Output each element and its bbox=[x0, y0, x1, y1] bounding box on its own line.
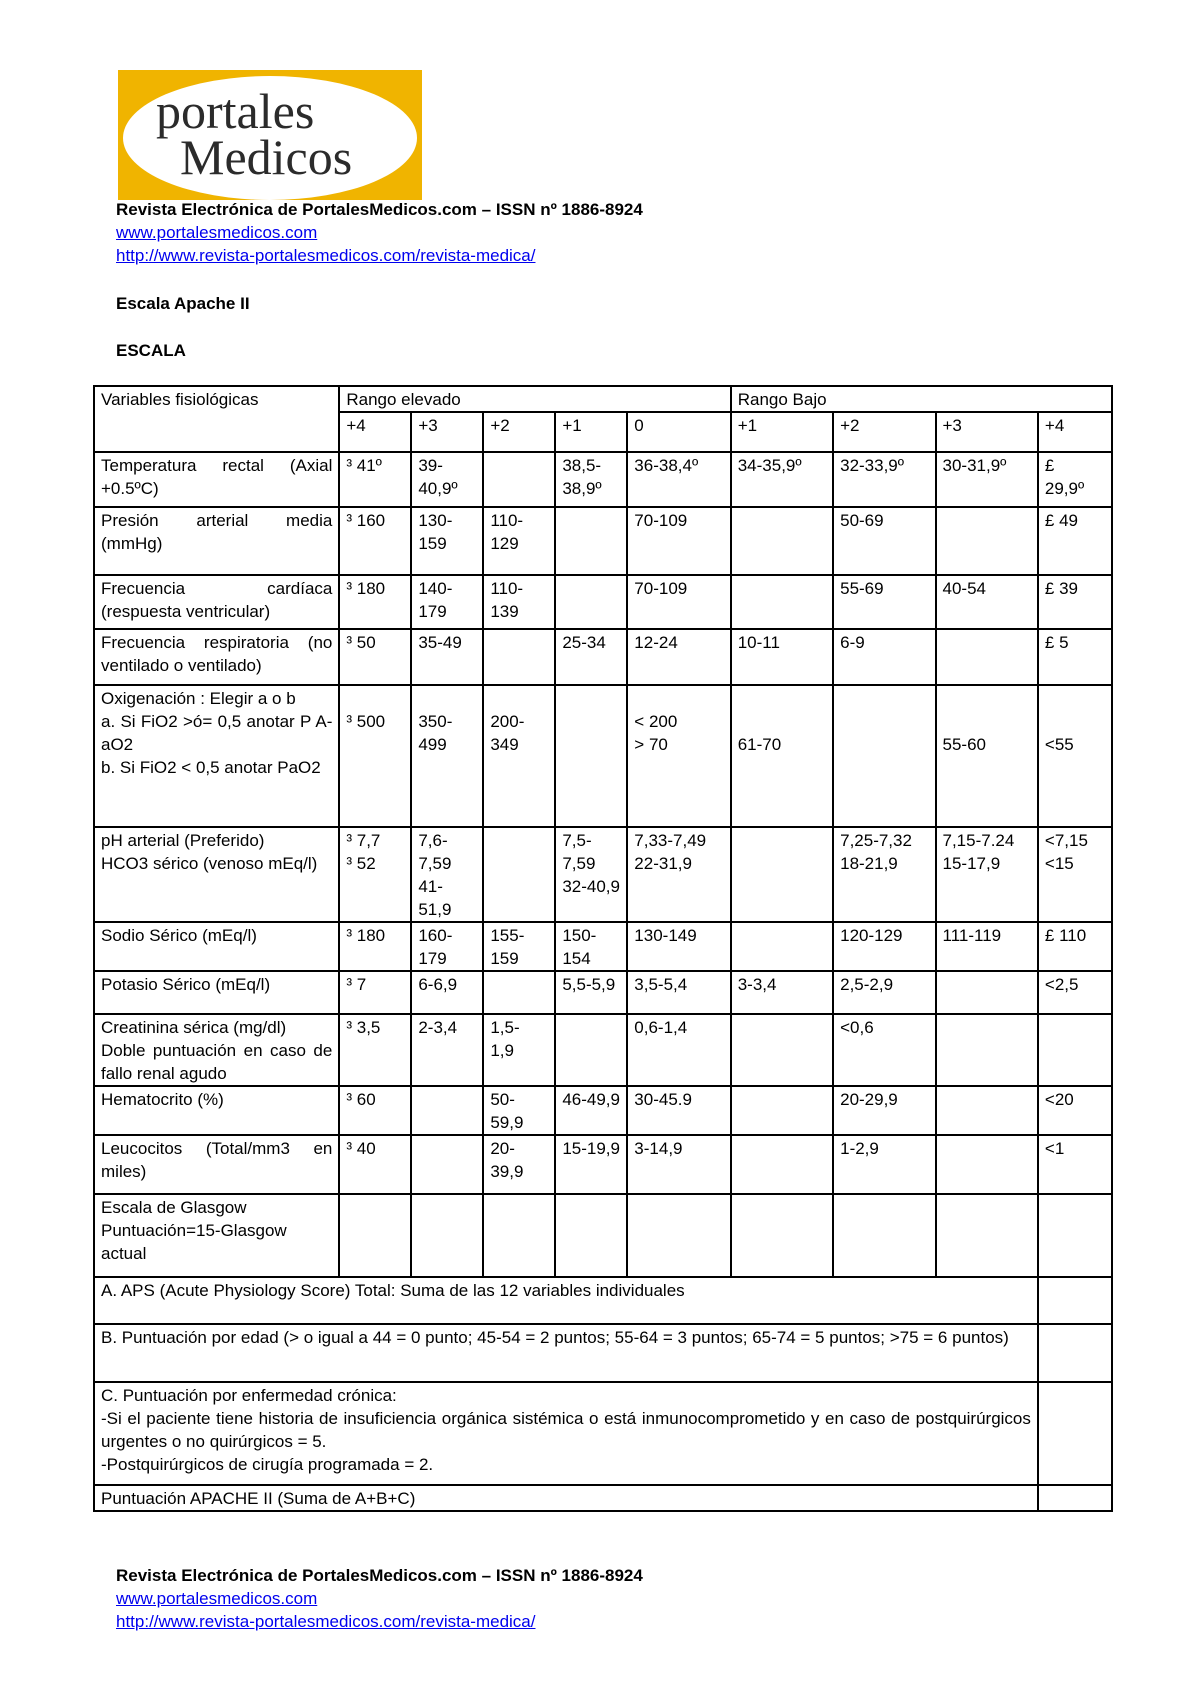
score-cell: ³ 7,7 ³ 52 bbox=[339, 827, 411, 922]
score-cell: 1,5- 1,9 bbox=[483, 1014, 555, 1086]
score-cell bbox=[483, 1194, 555, 1277]
page-header bbox=[116, 198, 643, 267]
score-cell: £ 39 bbox=[1038, 575, 1112, 629]
score-cell: <0,6 bbox=[833, 1014, 935, 1086]
footer-site-link[interactable]: www.portalesmedicos.com bbox=[116, 1589, 318, 1608]
points-header: +3 bbox=[411, 412, 483, 452]
score-cell bbox=[483, 452, 555, 507]
score-cell: 46-49,9 bbox=[555, 1086, 627, 1135]
score-cell bbox=[555, 507, 627, 575]
score-cell bbox=[833, 1194, 935, 1277]
score-cell: 6-9 bbox=[833, 629, 935, 685]
score-cell: 50- 59,9 bbox=[483, 1086, 555, 1135]
score-cell: ³ 180 bbox=[339, 575, 411, 629]
points-header: +1 bbox=[731, 412, 833, 452]
variable-row bbox=[94, 1014, 1112, 1086]
score-cell bbox=[731, 1135, 833, 1194]
score-cell bbox=[936, 1086, 1038, 1135]
summary-total-row bbox=[94, 1485, 1112, 1511]
score-cell: 38,5- 38,9º bbox=[555, 452, 627, 507]
score-cell: 30-31,9º bbox=[936, 452, 1038, 507]
score-cell: 70-109 bbox=[627, 507, 730, 575]
score-cell: 7,5- 7,59 32-40,9 bbox=[555, 827, 627, 922]
score-cell bbox=[1038, 1194, 1112, 1277]
journal-link[interactable]: http://www.revista-portalesmedicos.com/revista-medica/ bbox=[116, 246, 536, 265]
score-cell: 110- 129 bbox=[483, 507, 555, 575]
variable-label: Hematocrito (%) bbox=[94, 1086, 339, 1135]
apache-ii-table bbox=[93, 385, 1113, 1512]
score-cell bbox=[731, 1086, 833, 1135]
score-cell: 350- 499 bbox=[411, 685, 483, 827]
score-cell: 3,5-5,4 bbox=[627, 971, 730, 1014]
score-cell: 7,25-7,32 18-21,9 bbox=[833, 827, 935, 922]
score-cell: <20 bbox=[1038, 1086, 1112, 1135]
logo-graphic bbox=[118, 70, 422, 200]
score-cell: ³ 160 bbox=[339, 507, 411, 575]
score-cell: ³ 500 bbox=[339, 685, 411, 827]
variable-row bbox=[94, 629, 1112, 685]
footer-journal-title: Revista Electrónica de PortalesMedicos.com – ISSN nº 1886-8924 bbox=[116, 1566, 643, 1585]
score-cell: 2-3,4 bbox=[411, 1014, 483, 1086]
summary-aps-score-cell bbox=[1038, 1277, 1112, 1324]
points-header: +4 bbox=[1038, 412, 1112, 452]
score-cell: 7,15-7.24 15-17,9 bbox=[936, 827, 1038, 922]
score-cell bbox=[483, 827, 555, 922]
section-title: ESCALA bbox=[116, 341, 186, 360]
summary-total-score-cell bbox=[1038, 1485, 1112, 1511]
variable-label: Frecuencia respiratoria (no ventilado o ventilado) bbox=[94, 629, 339, 685]
score-cell: £ 49 bbox=[1038, 507, 1112, 575]
score-cell: 7,33-7,49 22-31,9 bbox=[627, 827, 730, 922]
footer-journal-link[interactable]: http://www.revista-portalesmedicos.com/revista-medica/ bbox=[116, 1612, 536, 1631]
score-cell bbox=[936, 1135, 1038, 1194]
score-cell: 39- 40,9º bbox=[411, 452, 483, 507]
score-cell bbox=[1038, 1014, 1112, 1086]
variable-row bbox=[94, 507, 1112, 575]
document-title: Escala Apache II bbox=[116, 294, 250, 313]
points-header: +2 bbox=[833, 412, 935, 452]
score-cell: ³ 60 bbox=[339, 1086, 411, 1135]
score-cell: 7,6- 7,59 41- 51,9 bbox=[411, 827, 483, 922]
score-cell: 2,5-2,9 bbox=[833, 971, 935, 1014]
score-cell: ³ 40 bbox=[339, 1135, 411, 1194]
variable-row bbox=[94, 1135, 1112, 1194]
variable-row bbox=[94, 971, 1112, 1014]
score-cell: 50-69 bbox=[833, 507, 935, 575]
points-header: +3 bbox=[936, 412, 1038, 452]
site-link[interactable]: www.portalesmedicos.com bbox=[116, 223, 318, 242]
variable-label: Sodio Sérico (mEq/l) bbox=[94, 922, 339, 971]
score-cell bbox=[936, 1014, 1038, 1086]
score-cell bbox=[555, 1014, 627, 1086]
range-header-row bbox=[94, 386, 1112, 412]
score-cell: 25-34 bbox=[555, 629, 627, 685]
score-cell: 20-29,9 bbox=[833, 1086, 935, 1135]
score-cell: <2,5 bbox=[1038, 971, 1112, 1014]
variable-row bbox=[94, 922, 1112, 971]
variable-label: Temperatura rectal (Axial +0.5ºC) bbox=[94, 452, 339, 507]
score-cell: <1 bbox=[1038, 1135, 1112, 1194]
points-header: +4 bbox=[339, 412, 411, 452]
variable-row bbox=[94, 452, 1112, 507]
score-cell: 120-129 bbox=[833, 922, 935, 971]
score-cell bbox=[339, 1194, 411, 1277]
score-cell bbox=[555, 575, 627, 629]
score-cell bbox=[936, 1194, 1038, 1277]
score-cell: 3-14,9 bbox=[627, 1135, 730, 1194]
score-cell: <55 bbox=[1038, 685, 1112, 827]
score-cell: £ 110 bbox=[1038, 922, 1112, 971]
score-cell: ³ 3,5 bbox=[339, 1014, 411, 1086]
score-cell: 55-60 bbox=[936, 685, 1038, 827]
score-cell: 34-35,9º bbox=[731, 452, 833, 507]
score-cell: 111-119 bbox=[936, 922, 1038, 971]
score-cell: 15-19,9 bbox=[555, 1135, 627, 1194]
summary-chronic: C. Puntuación por enfermedad crónica: -Si el paciente tiene historia de insuficiencia orgánica sistémica o está inmunocomprometido y en caso de postquirúrgicos urgentes o no quirúrgicos = 5. -Postquirúrgicos de cirugía programada = 2. bbox=[94, 1382, 1038, 1485]
page-footer bbox=[116, 1564, 643, 1633]
score-cell: <7,15 <15 bbox=[1038, 827, 1112, 922]
score-cell bbox=[731, 1014, 833, 1086]
variable-label: Leucocitos (Total/mm3 en miles) bbox=[94, 1135, 339, 1194]
score-cell: 70-109 bbox=[627, 575, 730, 629]
score-cell bbox=[555, 685, 627, 827]
score-cell bbox=[936, 971, 1038, 1014]
score-cell: 3-3,4 bbox=[731, 971, 833, 1014]
summary-chronic-score-cell bbox=[1038, 1382, 1112, 1485]
range-high-header: Rango elevado bbox=[339, 386, 730, 412]
score-cell bbox=[731, 507, 833, 575]
variable-label: Oxigenación : Elegir a o b a. Si FiO2 >ó= 0,5 anotar P A-aO2 b. Si FiO2 < 0,5 anotar PaO2 bbox=[94, 685, 339, 827]
score-cell bbox=[936, 629, 1038, 685]
score-cell: 40-54 bbox=[936, 575, 1038, 629]
points-header: +1 bbox=[555, 412, 627, 452]
score-cell: £ 29,9º bbox=[1038, 452, 1112, 507]
score-cell bbox=[483, 971, 555, 1014]
score-cell: 55-69 bbox=[833, 575, 935, 629]
score-cell: 1-2,9 bbox=[833, 1135, 935, 1194]
points-header: 0 bbox=[627, 412, 730, 452]
summary-aps-row bbox=[94, 1277, 1112, 1324]
score-cell: 32-33,9º bbox=[833, 452, 935, 507]
journal-title: Revista Electrónica de PortalesMedicos.com – ISSN nº 1886-8924 bbox=[116, 200, 643, 219]
score-cell: 35-49 bbox=[411, 629, 483, 685]
summary-age: B. Puntuación por edad (> o igual a 44 = 0 punto; 45-54 = 2 puntos; 55-64 = 3 puntos; 65-74 = 5 puntos; >75 = 6 puntos) bbox=[94, 1324, 1038, 1382]
variable-label: pH arterial (Preferido) HCO3 sérico (venoso mEq/l) bbox=[94, 827, 339, 922]
score-cell bbox=[411, 1194, 483, 1277]
score-cell: 150- 154 bbox=[555, 922, 627, 971]
score-cell bbox=[833, 685, 935, 827]
score-cell: < 200 > 70 bbox=[627, 685, 730, 827]
summary-chronic-row bbox=[94, 1382, 1112, 1485]
score-cell: 12-24 bbox=[627, 629, 730, 685]
variable-label: Frecuencia cardíaca (respuesta ventricular) bbox=[94, 575, 339, 629]
variable-row bbox=[94, 1194, 1112, 1277]
score-cell: 160- 179 bbox=[411, 922, 483, 971]
score-cell: 110- 139 bbox=[483, 575, 555, 629]
score-cell: 5,5-5,9 bbox=[555, 971, 627, 1014]
variable-label: Creatinina sérica (mg/dl) Doble puntuación en caso de fallo renal agudo bbox=[94, 1014, 339, 1086]
score-cell: 6-6,9 bbox=[411, 971, 483, 1014]
score-cell bbox=[731, 1194, 833, 1277]
table-body bbox=[94, 386, 1112, 1511]
variable-label: Potasio Sérico (mEq/l) bbox=[94, 971, 339, 1014]
variable-row bbox=[94, 827, 1112, 922]
portalesmedicos-logo bbox=[118, 70, 422, 200]
score-cell: ³ 180 bbox=[339, 922, 411, 971]
variables-header: Variables fisiológicas bbox=[94, 386, 339, 452]
score-cell bbox=[731, 575, 833, 629]
score-cell: ³ 50 bbox=[339, 629, 411, 685]
score-cell: 20- 39,9 bbox=[483, 1135, 555, 1194]
score-cell: 0,6-1,4 bbox=[627, 1014, 730, 1086]
score-cell: 130-149 bbox=[627, 922, 730, 971]
score-cell: 140- 179 bbox=[411, 575, 483, 629]
score-cell: 200- 349 bbox=[483, 685, 555, 827]
score-cell: 130- 159 bbox=[411, 507, 483, 575]
score-cell bbox=[483, 629, 555, 685]
variable-row bbox=[94, 575, 1112, 629]
score-cell bbox=[731, 922, 833, 971]
score-cell: 61-70 bbox=[731, 685, 833, 827]
score-cell bbox=[936, 507, 1038, 575]
score-cell: 155- 159 bbox=[483, 922, 555, 971]
logo-text-medicos: Medicos bbox=[180, 129, 353, 185]
summary-total: Puntuación APACHE II (Suma de A+B+C) bbox=[94, 1485, 1038, 1511]
logo-text-portales: portales bbox=[156, 83, 315, 139]
range-low-header: Rango Bajo bbox=[731, 386, 1112, 412]
score-cell: ³ 41º bbox=[339, 452, 411, 507]
score-cell: ³ 7 bbox=[339, 971, 411, 1014]
score-cell bbox=[411, 1135, 483, 1194]
variable-label: Presión arterial media (mmHg) bbox=[94, 507, 339, 575]
score-cell: £ 5 bbox=[1038, 629, 1112, 685]
points-header: +2 bbox=[483, 412, 555, 452]
score-cell bbox=[411, 1086, 483, 1135]
score-cell bbox=[555, 1194, 627, 1277]
variable-label: Escala de Glasgow Puntuación=15-Glasgow actual bbox=[94, 1194, 339, 1277]
summary-age-row bbox=[94, 1324, 1112, 1382]
score-cell: 10-11 bbox=[731, 629, 833, 685]
score-cell: 30-45.9 bbox=[627, 1086, 730, 1135]
score-cell bbox=[627, 1194, 730, 1277]
summary-aps: A. APS (Acute Physiology Score) Total: Suma de las 12 variables individuales bbox=[94, 1277, 1038, 1324]
variable-row bbox=[94, 685, 1112, 827]
score-cell: 36-38,4º bbox=[627, 452, 730, 507]
summary-age-score-cell bbox=[1038, 1324, 1112, 1382]
variable-row bbox=[94, 1086, 1112, 1135]
score-cell bbox=[731, 827, 833, 922]
